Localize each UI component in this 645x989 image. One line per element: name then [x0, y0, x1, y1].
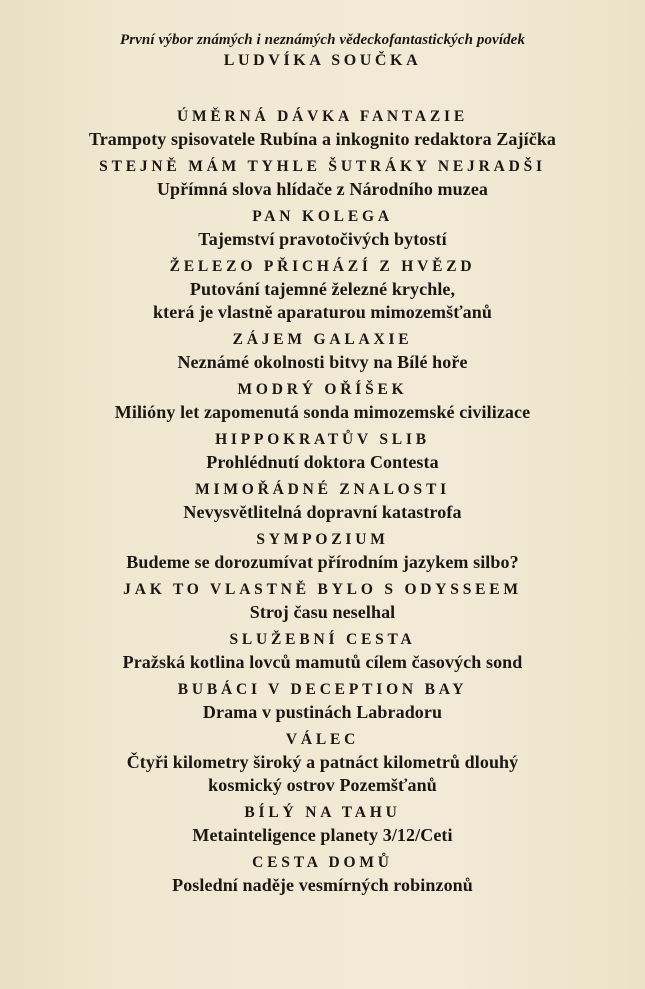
book-author: LUDVÍKA SOUČKA [223, 52, 422, 69]
story-title: ZÁJEM GALAXIE [232, 331, 413, 348]
toc-entry [0, 529, 645, 574]
story-title: MODRÝ OŘÍŠEK [237, 381, 408, 398]
toc-entry [0, 106, 645, 151]
story-title: VÁLEC [285, 731, 360, 748]
story-title: MIMOŘÁDNÉ ZNALOSTI [195, 481, 450, 498]
story-description: Nevysvětlitelná dopravní katastrofa [183, 502, 462, 522]
story-description: Neznámé okolnosti bitvy na Bílé hoře [177, 352, 468, 372]
story-description-line-2: kosmický ostrov Pozemšťanů [208, 775, 437, 795]
story-description: Poslední naděje vesmírných robinzonů [172, 875, 473, 895]
toc-entry [0, 802, 645, 847]
table-of-contents [0, 106, 645, 897]
toc-entry [0, 256, 645, 324]
toc-entry [0, 429, 645, 474]
story-description: Prohlédnutí doktora Contesta [206, 452, 439, 472]
toc-entry [0, 379, 645, 424]
toc-entry [0, 206, 645, 251]
story-description: Pražská kotlina lovců mamutů cílem časových sond [122, 652, 523, 672]
story-description: Metainteligence planety 3/12/Ceti [192, 825, 453, 845]
toc-entry [0, 479, 645, 524]
story-description: Putování tajemné železné krychle, [189, 279, 456, 299]
book-subtitle: První výbor známých i neznámých vědeckofantastických povídek [119, 32, 526, 48]
story-description: Čtyři kilometry široký a patnáct kilometrů dlouhý [126, 752, 519, 772]
toc-entry [0, 679, 645, 724]
toc-entry [0, 156, 645, 201]
toc-entry [0, 629, 645, 674]
story-title: BUBÁCI V DECEPTION BAY [177, 681, 468, 698]
story-title: ÚMĚRNÁ DÁVKA FANTAZIE [176, 108, 469, 125]
toc-entry [0, 329, 645, 374]
story-title: CESTA DOMŮ [252, 854, 393, 871]
story-title: ŽELEZO PŘICHÁZÍ Z HVĚZD [169, 258, 476, 275]
toc-entry [0, 729, 645, 797]
story-description: Budeme se dorozumívat přírodním jazykem silbo? [126, 552, 519, 572]
story-description: Trampoty spisovatele Rubína a inkognito redaktora Zajíčka [88, 129, 557, 149]
story-title: PAN KOLEGA [252, 208, 393, 225]
story-title: HIPPOKRATŮV SLIB [215, 431, 430, 448]
story-description: Milióny let zapomenutá sonda mimozemské civilizace [114, 402, 531, 422]
toc-entry [0, 852, 645, 897]
story-description-line-2: která je vlastně aparaturou mimozemšťanů [152, 302, 492, 322]
story-description: Tajemství pravotočivých bytostí [198, 229, 447, 249]
story-title: JAK TO VLASTNĚ BYLO S ODYSSEEM [123, 581, 522, 598]
story-title: STEJNĚ MÁM TYHLE ŠUTRÁKY NEJRADŠI [99, 158, 546, 175]
story-title: SYMPOZIUM [256, 531, 389, 548]
page-header [0, 32, 645, 70]
story-title: BÍLÝ NA TAHU [244, 804, 401, 821]
story-description: Upřímná slova hlídače z Národního muzea [156, 179, 489, 199]
story-title: SLUŽEBNÍ CESTA [229, 631, 416, 648]
story-description: Drama v pustinách Labradoru [202, 702, 443, 722]
toc-entry [0, 579, 645, 624]
story-description: Stroj času neselhal [249, 602, 396, 622]
